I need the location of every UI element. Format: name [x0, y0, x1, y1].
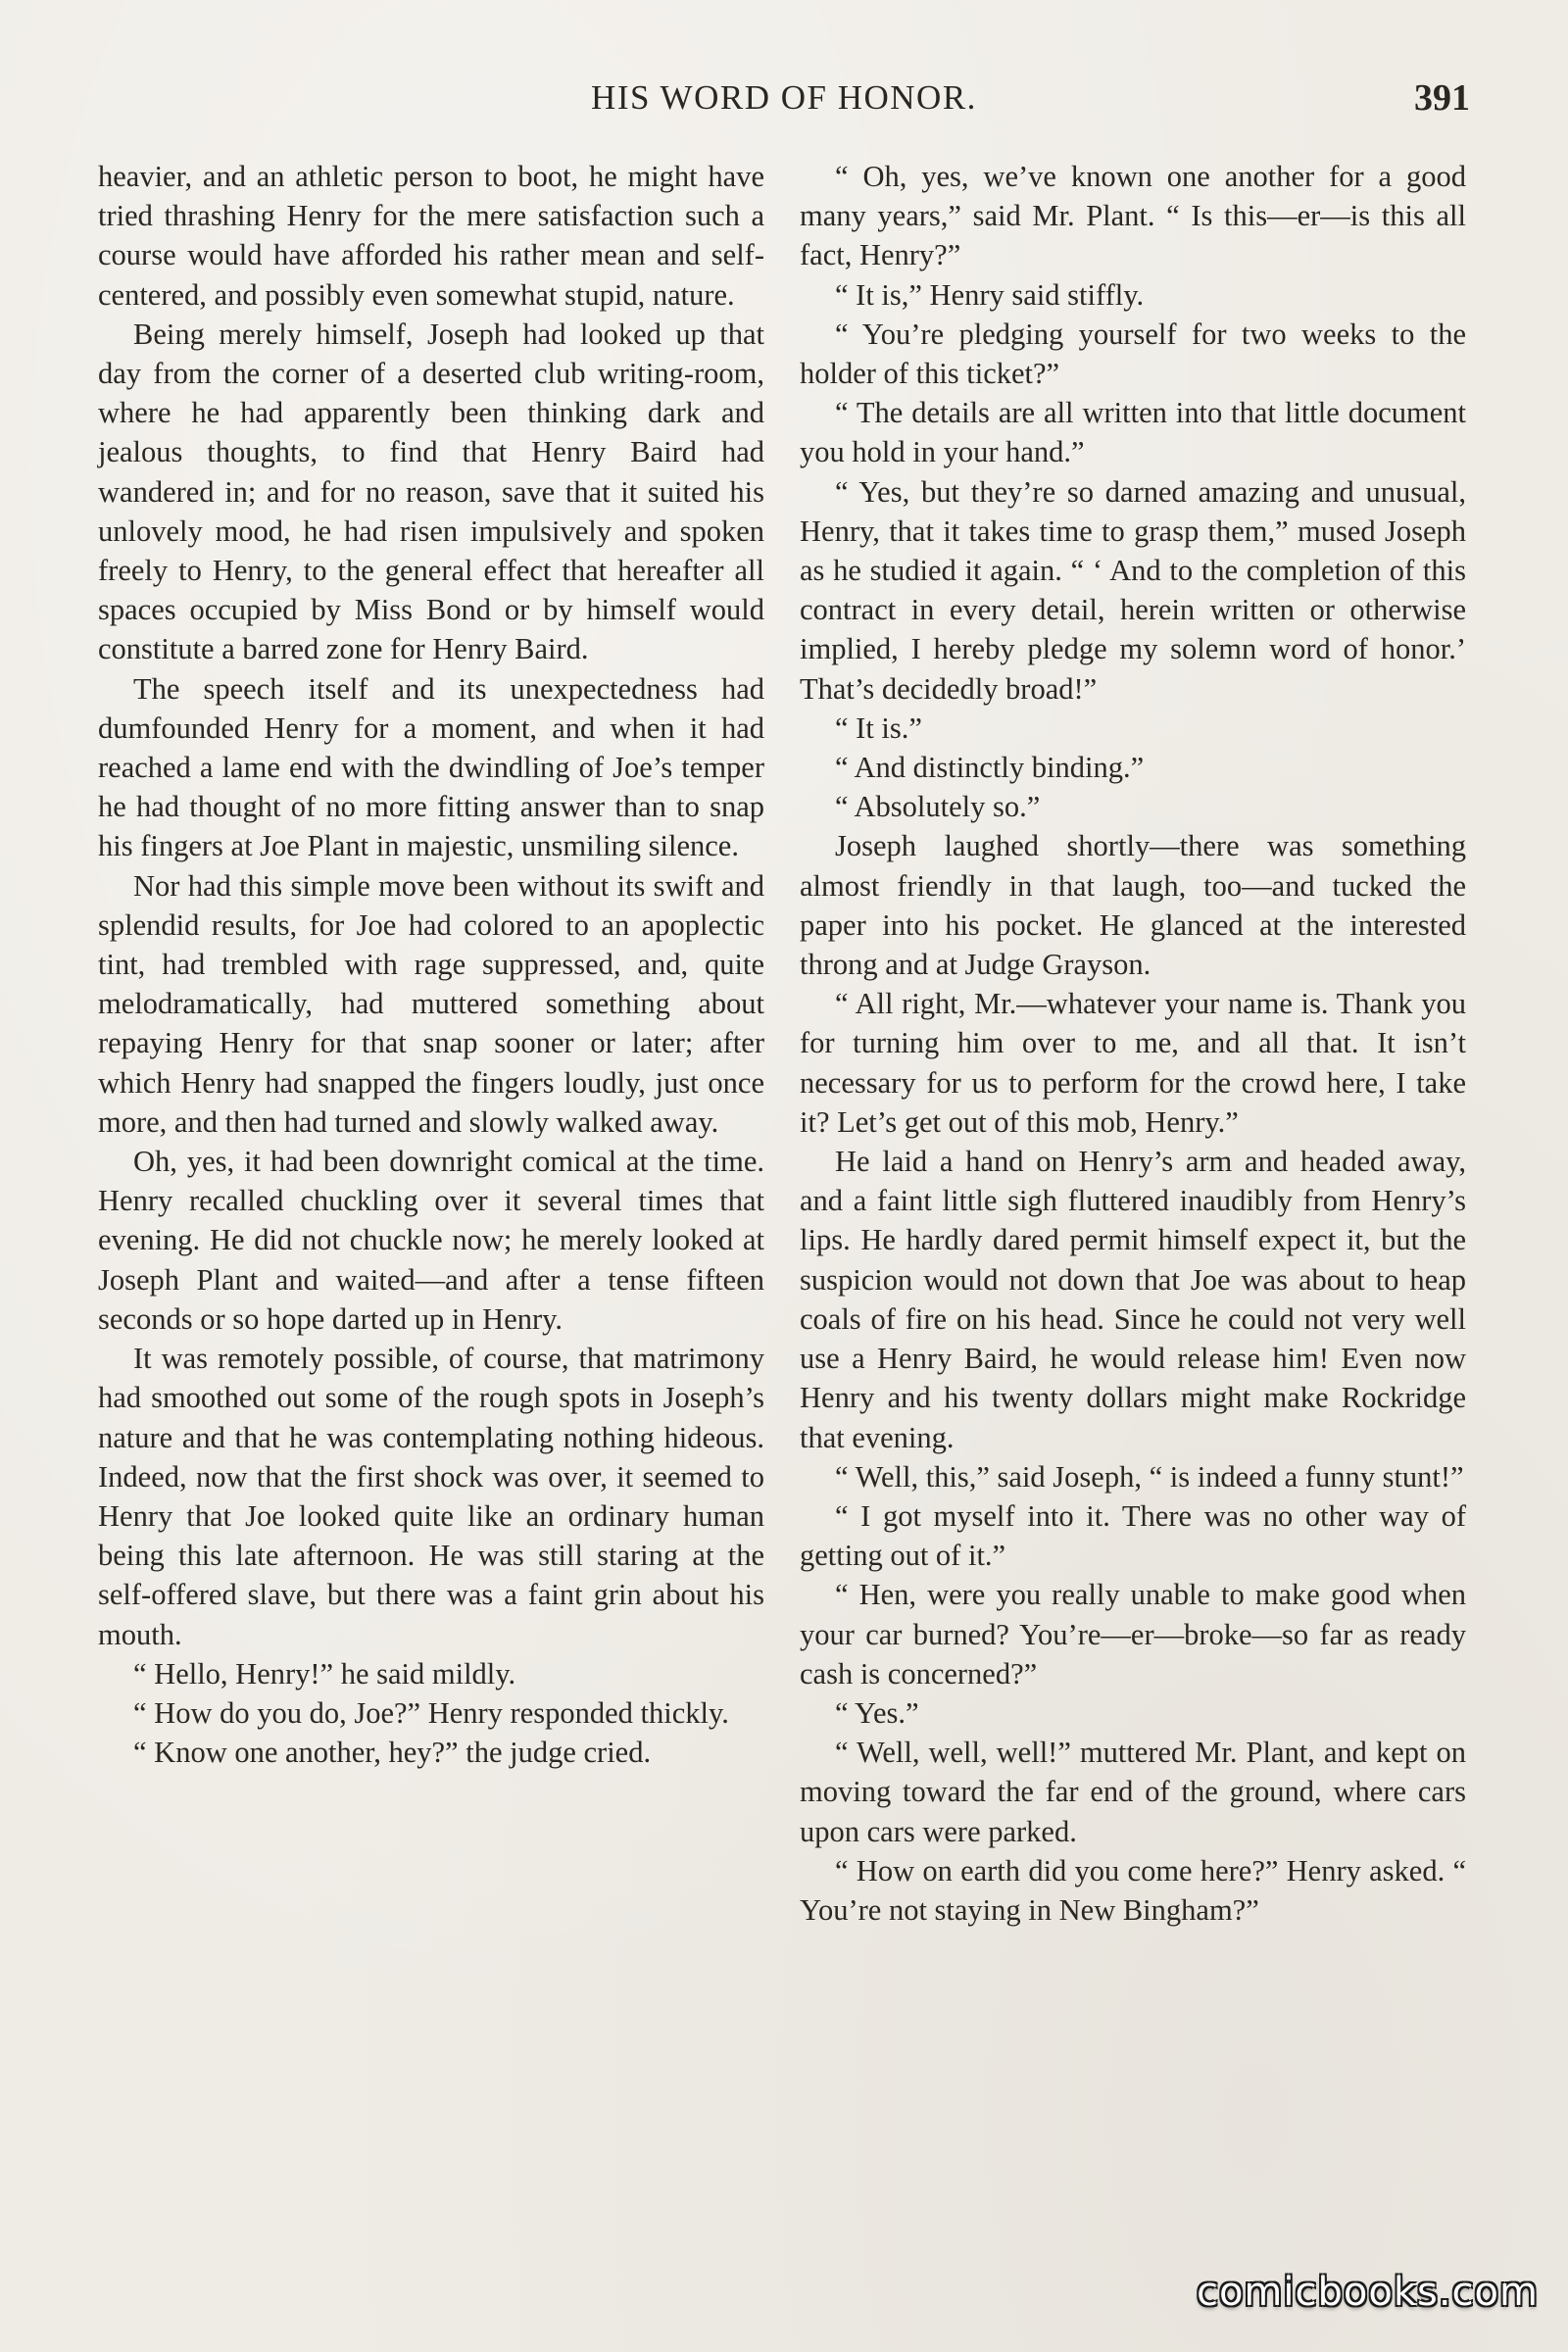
watermark: comicbooks.com: [1196, 2270, 1539, 2315]
running-title: HIS WORD OF HONOR.: [591, 78, 977, 117]
paragraph: Oh, yes, it had been downright comical at the time. Henry recalled chuckling over it several times that evening. He did not chuckle now; he merely looked at Joseph Plant and waited—and after a tense fifteen seconds or so hope darted up in Henry.: [98, 1145, 764, 1336]
paragraph: heavier, and an athletic person to boot, he might have tried thrashing Henry for the mere satisfaction such a course would have afforded his rather mean and self-centered, and possibly even somewhat stupid, nature.: [98, 160, 764, 312]
paragraph: “ Well, well, well!” muttered Mr. Plant, and kept on moving toward the far end of the ground, where cars upon cars were parked.: [800, 1736, 1466, 1848]
left-column: [98, 157, 764, 1772]
paragraph: Nor had this simple move been without its swift and splendid results, for Joe had colored to an apoplectic tint, had trembled with rage suppressed, and, quite melodramatically, had muttered something about repaying Henry for that snap sooner or later; after which Henry had snapped the fingers loudly, just once more, and then had turned and slowly walked away.: [98, 868, 764, 1139]
paragraph: The speech itself and its unexpectedness had dumfounded Henry for a moment, and when it had reached a lame end with the dwindling of Joe’s temper he had thought of no more fitting answer than to snap his fingers at Joe Plant in majestic, unsmiling silence.: [98, 671, 764, 863]
paragraph: “ And distinctly binding.”: [835, 751, 1145, 785]
paragraph: “ It is.”: [835, 710, 922, 745]
running-header: [98, 78, 1470, 127]
paragraph: “ All right, Mr.—whatever your name is. Thank you for turning him over to me, and all that. It isn’t necessary for us to perform for the crowd here, I take it? Let’s get out of this mob, Henry.”: [800, 987, 1466, 1139]
paragraph: It was remotely possible, of course, that matrimony had smoothed out some of the rough spots in Joseph’s nature and that he was contemplating nothing hideous. Indeed, now that the first shock was over, it seemed to Henry that Joe looked quite like an ordinary human being this late afternoon. He was still staring at the self-offered slave, but there was a faint grin about his mouth.: [98, 1342, 764, 1651]
paragraph: “ Know one another, hey?” the judge cried.: [133, 1736, 652, 1770]
paragraph: “ How on earth did you come here?” Henry asked. “ You’re not staying in New Bingham?”: [800, 1853, 1466, 1927]
page-number: 391: [1414, 77, 1470, 119]
paragraph: Being merely himself, Joseph had looked up that day from the corner of a deserted club writing-room, where he had apparently been thinking dark and jealous thoughts, to find that Henry Baird had wandered in; and for no reason, save that it suited his unlovely mood, he had risen impulsively and spoken freely to Henry, to the general effect that hereafter all spaces occupied by Miss Bond or by himself would constitute a barred zone for Henry Baird.: [98, 317, 764, 666]
paragraph: “ Yes, but they’re so darned amazing and unusual, Henry, that it takes time to grasp them,” mused Joseph as he studied it again. “ ‘ And to the completion of this contract in every detail, herein written or otherwise implied, I hereby pledge my solemn word of honor.’ That’s decidedly broad!”: [800, 474, 1466, 706]
paragraph: “ Well, this,” said Joseph, “ is indeed a funny stunt!”: [835, 1459, 1464, 1494]
paragraph: “ Absolutely so.”: [835, 790, 1041, 824]
paragraph: “ Yes.”: [835, 1695, 919, 1730]
paragraph: “ Hello, Henry!” he said mildly.: [133, 1656, 516, 1690]
paragraph: “ How do you do, Joe?” Henry responded thickly.: [133, 1695, 729, 1730]
paragraph: “ Hen, were you really unable to make good when your car burned? You’re—er—broke—so far as ready cash is concerned?”: [800, 1578, 1466, 1690]
paragraph: He laid a hand on Henry’s arm and headed away, and a faint little sigh fluttered inaudibly from Henry’s lips. He hardly dared permit himself expect it, but the suspicion would not down that Joe was about to heap coals of fire on his head. Since he could not very well use a Henry Baird, he would release him! Even now Henry and his twenty dollars might make Rockridge that evening.: [800, 1145, 1466, 1454]
paragraph: “ You’re pledging yourself for two weeks to the holder of this ticket?”: [800, 317, 1466, 391]
paragraph: “ The details are all written into that little document you hold in your hand.”: [800, 396, 1466, 469]
paragraph: “ It is,” Henry said stiffly.: [835, 277, 1145, 312]
paragraph: “ I got myself into it. There was no other way of getting out of it.”: [800, 1498, 1466, 1573]
paragraph: Joseph laughed shortly—there was something almost friendly in that laugh, too—and tucked the paper into his pocket. He glanced at the interested throng and at Judge Grayson.: [800, 829, 1466, 982]
paragraph: “ Oh, yes, we’ve known one another for a good many years,” said Mr. Plant. “ Is this—er—is this all fact, Henry?”: [800, 160, 1466, 272]
right-column: [800, 157, 1466, 1930]
